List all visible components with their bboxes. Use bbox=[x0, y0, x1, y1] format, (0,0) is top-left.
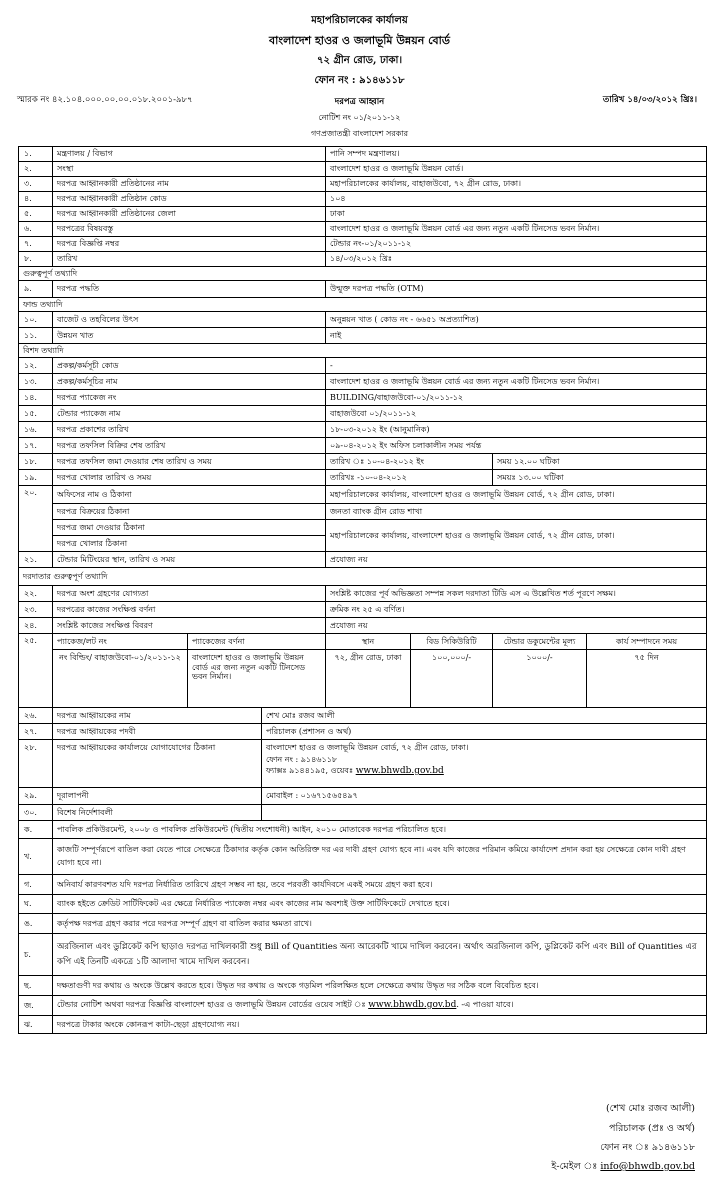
row-label: অফিসের নাম ও ঠিকানা bbox=[53, 486, 326, 504]
table-row bbox=[19, 552, 707, 568]
row-number: ১৮. bbox=[19, 454, 53, 470]
section-title: ফান্ড তথ্যাদি bbox=[19, 298, 707, 312]
row-label: দরপত্র বিক্রয়ের ঠিকানা bbox=[53, 504, 326, 520]
instruction-text-tail: . -এ পাওয়া যাবে। bbox=[456, 1000, 514, 1010]
signatory-email-line bbox=[551, 1162, 695, 1172]
row-value: ক্রমিক নং ২৫ এ বর্ণিত। bbox=[326, 602, 707, 618]
row-label: দরপত্র আহ্বায়কের পদবী bbox=[53, 724, 262, 740]
table-row bbox=[19, 788, 707, 805]
row-number: ১৯. bbox=[19, 470, 53, 486]
instruction-number: ঝ. bbox=[19, 1016, 53, 1034]
table-row bbox=[19, 222, 707, 237]
email-link[interactable]: info@bhwdb.gov.bd bbox=[600, 1161, 695, 1172]
row-value: মোবাইল : ০১৬৭১৫৬৫৪৯৭ bbox=[262, 788, 707, 805]
row-number: ২৩. bbox=[19, 602, 53, 618]
office-title: মহাপরিচালকের কার্যালয় bbox=[311, 15, 408, 26]
instruction-number: গ. bbox=[19, 875, 53, 895]
instruction-row bbox=[19, 839, 707, 875]
row-label: দরপত্র বিজ্ঞপ্তি নম্বর bbox=[53, 237, 326, 252]
row-value: টেন্ডার নং-০১/২০১১-১২ bbox=[326, 237, 707, 252]
bid-security: ১০০,০০০/- bbox=[411, 650, 493, 708]
contact-fax: ফ্যাক্সঃ ৯১৪৪১৯৫, ওয়েবঃ bbox=[266, 766, 354, 776]
document-price: ১০০০/- bbox=[493, 650, 587, 708]
row-number: ১২. bbox=[19, 358, 53, 374]
row-value: BUILDING/বাহাজউবো-০১/২০১১-১২ bbox=[326, 390, 707, 406]
board-address: ৭২ গ্রীন রোড, ঢাকা। bbox=[316, 55, 403, 66]
instruction-number: খ. bbox=[19, 839, 53, 875]
instruction-row bbox=[19, 976, 707, 996]
row-value bbox=[262, 805, 707, 821]
table-row bbox=[19, 252, 707, 267]
row-number: ১০. bbox=[19, 312, 53, 328]
row-value: বাংলাদেশ হাওর ও জলাভূমি উন্নয়ন বোর্ড এর জন্য নতুন একটি টিনসেড ভবন নির্মান। bbox=[326, 222, 707, 237]
board-phone: ফোন নং : ৯১৪৬১১৮ bbox=[314, 75, 405, 86]
instruction-text: কর্তৃপক্ষ দরপত্র গ্রহণ করার পরে দরপত্র সম্পূর্ণ গ্রহণ বা বাতিল করার ক্ষমতা রাখে। bbox=[53, 914, 707, 934]
row-value: শেখ মোঃ রজব আলী bbox=[262, 708, 707, 724]
table-row bbox=[19, 805, 707, 821]
row-number: ২৭. bbox=[19, 724, 53, 740]
row-number: ১৩. bbox=[19, 374, 53, 390]
row-label: মন্ত্রণালয় / বিভাগ bbox=[53, 147, 326, 162]
instruction-text: দরপত্রে টাকার অংকে কোনরূপ কাটা-ছেড়া গ্রহণযোগ্য নয়। bbox=[53, 1016, 707, 1034]
row-number: ১১. bbox=[19, 328, 53, 344]
table-row bbox=[19, 281, 707, 298]
row-label: দরপত্র আহ্বায়কের কার্যালয়ে যোগাযোগের ঠিকানা bbox=[53, 740, 262, 788]
row-number: ২৮. bbox=[19, 740, 53, 788]
table-row bbox=[19, 406, 707, 422]
instruction-text-body: টেন্ডার নোটিশ অথবা দরপত্র বিজ্ঞপ্তি বাংলাদেশ হাওর ও জলাভূমি উন্নয়ন বোর্ডের ওয়েব সাইট ঃ bbox=[57, 1000, 366, 1010]
table-row bbox=[19, 162, 707, 177]
opening-date: তারিখঃ -১০-০৪-২০১২ bbox=[326, 470, 493, 486]
row-label: টেন্ডার প্যাকেজ নাম bbox=[53, 406, 326, 422]
row-label: তারিখ bbox=[53, 252, 326, 267]
instruction-text: অরজিনাল এবং ডুপ্লিকেট কপি ছাড়াও দরপত্র দাখিলকারী শুধু Bill of Quantities অন্য আরেকটি খামে দাখিল করবেন। অর্থাৎ অরজিনাল কপি, ডুপ্লিকেট কপি এবং Bill of Quantities এর কপি এই তিনটি একত্রে ১টি আলাদা খামে দাখিল করবেন। bbox=[53, 934, 707, 976]
row-label: দরপত্র জমা দেওয়ার ঠিকানা bbox=[53, 520, 326, 536]
row-label: দরপত্র তফসিল জমা দেওয়ার শেষ তারিখ ও সময় bbox=[53, 454, 326, 470]
instruction-number: ঘ. bbox=[19, 895, 53, 914]
row-number: ৩. bbox=[19, 177, 53, 192]
notice-date: তারিখ ১৪/০৩/২০১২ খ্রিঃ। bbox=[602, 95, 697, 105]
table-row bbox=[19, 520, 707, 536]
row-value: - bbox=[326, 358, 707, 374]
row-number: ২৫. bbox=[19, 634, 53, 708]
table-row bbox=[19, 504, 707, 520]
email-label: ই-মেইল ঃ bbox=[551, 1161, 598, 1172]
row-number: ১. bbox=[19, 147, 53, 162]
instruction-number: ঙ. bbox=[19, 914, 53, 934]
table-row bbox=[19, 177, 707, 192]
row-label: দরপত্র আহ্বানকারী প্রতিষ্ঠান কোড bbox=[53, 192, 326, 207]
row-value: প্রযোজ্য নয় bbox=[326, 618, 707, 634]
instruction-row bbox=[19, 821, 707, 839]
row-number: ১৫. bbox=[19, 406, 53, 422]
table-row bbox=[19, 374, 707, 390]
row-value: ১৪/০৩/২০১২ খ্রিঃ bbox=[326, 252, 707, 267]
section-title: দরদাতার গুরুত্বপূর্ণ তথ্যাদি bbox=[19, 568, 707, 586]
table-row bbox=[19, 147, 707, 162]
instruction-row bbox=[19, 996, 707, 1016]
row-value: নাই bbox=[326, 328, 707, 344]
table-row bbox=[19, 740, 707, 788]
row-label: দরপত্র খোলার ঠিকানা bbox=[53, 536, 326, 552]
row-label: প্রকল্প/কর্মসূচির নাম bbox=[53, 374, 326, 390]
table-row bbox=[19, 422, 707, 438]
contact-phone: ফোন নং : ৯১৪৬১১৮ bbox=[266, 754, 338, 764]
submission-time: সময় ১২.০০ ঘটিকা bbox=[493, 454, 707, 470]
table-row bbox=[19, 328, 707, 344]
row-label: দরপত্র আহ্বানকারী প্রতিষ্ঠানের জেলা bbox=[53, 207, 326, 222]
government-name: গণপ্রজাতন্ত্রী বাংলাদেশ সরকার bbox=[310, 129, 409, 138]
contact-address bbox=[262, 740, 707, 788]
instruction-text: পাবলিক প্রকিউরমেন্ট, ২০০৮ ও পাবলিক প্রকিউরমেন্ট (দ্বিতীয় সংশোধনী) আইন, ২০১০ মোতাবেক দরপত্র পরিচালিত হবে। bbox=[53, 821, 707, 839]
contact-fax-web bbox=[266, 765, 702, 778]
row-value: বাহাজউবো ০১/২০১১-১২ bbox=[326, 406, 707, 422]
row-label: বাজেট ও তহবিলের উৎস bbox=[53, 312, 326, 328]
website-link[interactable]: www.bhwdb.gov.bd bbox=[368, 1000, 457, 1011]
notice-title: দরপত্র আহ্বান bbox=[334, 97, 385, 107]
row-value: অনুন্নয়ন খাত ( কোড নং - ৬৬৫১ অপ্রত্যাশিত) bbox=[326, 312, 707, 328]
row-number: ৮. bbox=[19, 252, 53, 267]
row-number: ২২. bbox=[19, 586, 53, 602]
row-value: মহাপরিচালকের কার্যালয়, বাংলাদেশ হাওর ও জলাভূমি উন্নয়ন বোর্ড, ৭২ গ্রীন রোড, ঢাকা। bbox=[326, 520, 707, 552]
row-label: দরপত্র আহ্বায়কের নাম bbox=[53, 708, 262, 724]
opening-time: সময়ঃ ১৩.০০ ঘটিকা bbox=[493, 470, 707, 486]
package-col-header: কার্য সম্পাদনে সময় bbox=[587, 634, 707, 650]
row-number: ২৬. bbox=[19, 708, 53, 724]
row-label: দরপত্র তফসিল বিক্রির শেষ তারিখ bbox=[53, 438, 326, 454]
row-value: ০৯-০৪-২০১২ ইং অফিস চলাকালীন সময় পর্যন্ত bbox=[326, 438, 707, 454]
completion-time bbox=[587, 650, 707, 708]
row-number: ৪. bbox=[19, 192, 53, 207]
table-row bbox=[19, 438, 707, 454]
instruction-row bbox=[19, 914, 707, 934]
row-value: মহাপরিচালকের কার্যালয়, বাংলাদেশ হাওর ও জলাভূমি উন্নয়ন বোর্ড, ৭২ গ্রীন রোড, ঢাকা। bbox=[326, 486, 707, 504]
row-label: টেন্ডার মিটিংয়ের স্থান, তারিখ ও সময় bbox=[53, 552, 326, 568]
row-number: ৭. bbox=[19, 237, 53, 252]
instruction-row bbox=[19, 934, 707, 976]
row-label: দূরালাপনী bbox=[53, 788, 262, 805]
row-number: ৯. bbox=[19, 281, 53, 298]
instruction-row bbox=[19, 895, 707, 914]
signatory-designation: পরিচালক (প্রঃ ও অর্থ) bbox=[609, 1123, 695, 1134]
row-label: দরপত্রের কাজের সংক্ষিপ্ত বর্ণনা bbox=[53, 602, 326, 618]
instruction-number: ক. bbox=[19, 821, 53, 839]
package-col-header: স্থান bbox=[326, 634, 411, 650]
row-label: দরপত্র পদ্ধতি bbox=[53, 281, 326, 298]
contact-line: বাংলাদেশ হাওর ও জলাভূমি উন্নয়ন বোর্ড, ৭২ গ্রীন রোড, ঢাকা। bbox=[266, 743, 469, 752]
row-number: ৩০. bbox=[19, 805, 53, 821]
package-col-header: প্যাকেজের বর্ণনা bbox=[188, 634, 326, 650]
row-value: পরিচালক (প্রশাসন ও অর্থ) bbox=[262, 724, 707, 740]
instruction-number: ছ. bbox=[19, 976, 53, 996]
board-title: বাংলাদেশ হাওর ও জলাভূমি উন্নয়ন বোর্ড bbox=[269, 34, 450, 47]
instruction-row bbox=[19, 875, 707, 895]
row-label: দরপত্র অংশ গ্রহণের যোগ্যতা bbox=[53, 586, 326, 602]
completion-time-value: ৭৫ দিন bbox=[634, 653, 659, 662]
table-row bbox=[19, 192, 707, 207]
row-label: সংস্থা bbox=[53, 162, 326, 177]
instruction-row bbox=[19, 1016, 707, 1034]
instruction-text: দক্ষতাগুণী দর কথায় ও অংকে উল্লেখ করতে হবে। উদ্ধৃত দর কথায় ও অংকে গড়মিল পরিলক্ষিত হলে সেক্ষেত্রে কথায় উদ্ধৃত দর সঠিক বলে বিবেচিত হবে। bbox=[53, 976, 707, 996]
row-value: পানি সম্পদ মন্ত্রণালয়। bbox=[326, 147, 707, 162]
row-label: দরপত্রের বিষয়বস্তু bbox=[53, 222, 326, 237]
instruction-text: অনিবার্য কারণবশত যদি দরপত্র নির্ধারিত তারিখে গ্রহণ সম্ভব না হয়, তবে পরবর্তী কার্যদিবসে একই সময়ে গ্রহণ করা হবে। bbox=[53, 875, 707, 895]
row-label: প্রকল্প/কর্মসূচী কোড bbox=[53, 358, 326, 374]
tender-notice-table bbox=[18, 146, 707, 1034]
row-label: দরপত্র প্রকাশের তারিখ bbox=[53, 422, 326, 438]
memo-number: স্মারক নং ৪২.১০৪.০০০.০০.০০.০১৮.২০০১-৯৮৭ bbox=[17, 95, 193, 105]
signatory-name: (শেখ মোঃ রজব আলী) bbox=[605, 1103, 695, 1114]
package-number: নং বিল্ডিং/ বাহাজউবো-০১/২০১১-১২ bbox=[53, 650, 188, 708]
signatory-phone: ফোন নং ঃ ৯১৪৬১১৮ bbox=[600, 1142, 695, 1153]
row-number: ২. bbox=[19, 162, 53, 177]
table-row bbox=[19, 358, 707, 374]
row-value: বাংলাদেশ হাওর ও জলাভূমি উন্নয়ন বোর্ড এর জন্য নতুন একটি টিনসেড ভবন নির্মান। bbox=[326, 374, 707, 390]
instruction-number: চ. bbox=[19, 934, 53, 976]
row-value: ঢাকা bbox=[326, 207, 707, 222]
website-link[interactable]: www.bhwdb.gov.bd bbox=[355, 766, 444, 777]
notice-number: নোটিশ নং ০১/২০১১-১২ bbox=[318, 113, 401, 122]
table-row bbox=[19, 618, 707, 634]
table-row bbox=[19, 708, 707, 724]
table-row bbox=[19, 586, 707, 602]
row-value: ১০৪ bbox=[326, 192, 707, 207]
section-title: গুরুত্বপূর্ণ তথ্যাদি bbox=[19, 267, 707, 281]
instruction-text bbox=[53, 996, 707, 1016]
row-label: দরপত্র খোলার তারিখ ও সময় bbox=[53, 470, 326, 486]
row-number: ১৬. bbox=[19, 422, 53, 438]
table-row bbox=[19, 454, 707, 470]
row-value: মহাপরিচালকের কার্যালয়, বাহাজউবো, ৭২ গ্রীন রোড, ঢাকা। bbox=[326, 177, 707, 192]
package-location: ৭২, গ্রীন রোড, ঢাকা bbox=[326, 650, 411, 708]
section-header bbox=[19, 298, 707, 312]
row-value: সংশ্লিষ্ট কাজের পূর্ব অভিজ্ঞতা সম্পন্ন সকল দরদাতা টিডি এস এ উল্লেখিত শর্ত পূরণে সক্ষম। bbox=[326, 586, 707, 602]
row-value: প্রযোজ্য নয় bbox=[326, 552, 707, 568]
row-number: ৫. bbox=[19, 207, 53, 222]
row-value: বাংলাদেশ হাওর ও জলাভূমি উন্নয়ন বোর্ড। bbox=[326, 162, 707, 177]
section-header bbox=[19, 267, 707, 281]
table-row bbox=[19, 724, 707, 740]
table-row bbox=[19, 207, 707, 222]
row-number: ২৯. bbox=[19, 788, 53, 805]
row-number: ১৪. bbox=[19, 390, 53, 406]
row-value: উন্মুক্ত দরপত্র পদ্ধতি (OTM) bbox=[326, 281, 707, 298]
row-label: দরপত্র আহ্বানকারী প্রতিষ্ঠানের নাম bbox=[53, 177, 326, 192]
table-row bbox=[19, 486, 707, 504]
package-description: বাংলাদেশ হাওর ও জলাভূমি উন্নয়ন বোর্ড এর জন্য নতুন একটি টিনসেড ভবন নির্মান। bbox=[188, 650, 326, 708]
package-header-row bbox=[19, 634, 707, 650]
table-row bbox=[19, 602, 707, 618]
row-number: ৬. bbox=[19, 222, 53, 237]
row-number: ২৪. bbox=[19, 618, 53, 634]
row-label: দরপত্র প্যাকেজ নং bbox=[53, 390, 326, 406]
row-value: জনতা ব্যাংক গ্রীন রোড শাখা bbox=[326, 504, 707, 520]
row-label: বিশেষ নির্দেশাবলী bbox=[53, 805, 262, 821]
package-col-header: টেন্ডার ডকুমেন্টের মূল্য bbox=[493, 634, 587, 650]
row-number: ২১. bbox=[19, 552, 53, 568]
table-row bbox=[19, 237, 707, 252]
package-col-header: বিড সিকিউরিটি bbox=[411, 634, 493, 650]
package-value-row bbox=[19, 650, 707, 708]
table-row bbox=[19, 470, 707, 486]
instruction-text: কাজটি সম্পূর্ণরূপে বাতিল করা যেতে পারে সেক্ষেত্রে ঠিকাদার কর্তৃক কোন অতিরিক্ত দর এর দাবী গ্রহণ যোগ্য হবে না। এবং যদি কাজের পরিমান কমিয়ে কার্যাদেশ প্রদান করা হয় সেক্ষেত্রে কোন দাবী গ্রহণ যোগ্য হবে না। bbox=[53, 839, 707, 875]
package-col-header: প্যাকেজ/লট নং bbox=[53, 634, 188, 650]
row-label: উন্নয়ন খাত bbox=[53, 328, 326, 344]
instruction-text: ব্যাংক হইতে ক্রেডিট সার্টিফিকেট এর ক্ষেত্রে নির্ধারিত প্যাকেজ নম্বর এবং কাজের নাম অবশ্যই উক্ত সার্টিফিকেটে দেখাতে হবে। bbox=[53, 895, 707, 914]
table-row bbox=[19, 390, 707, 406]
submission-date: তারিখ ঃ ১০-০৪-২০১২ ইং bbox=[326, 454, 493, 470]
table-row bbox=[19, 312, 707, 328]
row-label: সংশ্লিষ্ট কাজের সংক্ষিপ্ত বিবরণ bbox=[53, 618, 326, 634]
section-header bbox=[19, 568, 707, 586]
row-number: ২০. bbox=[19, 486, 53, 552]
instruction-number: জ. bbox=[19, 996, 53, 1016]
row-value: ১৮-০৩-২০১২ ইং (আনুমানিক) bbox=[326, 422, 707, 438]
section-title: বিশদ তথ্যাদি bbox=[19, 344, 707, 358]
section-header bbox=[19, 344, 707, 358]
row-number: ১৭. bbox=[19, 438, 53, 454]
